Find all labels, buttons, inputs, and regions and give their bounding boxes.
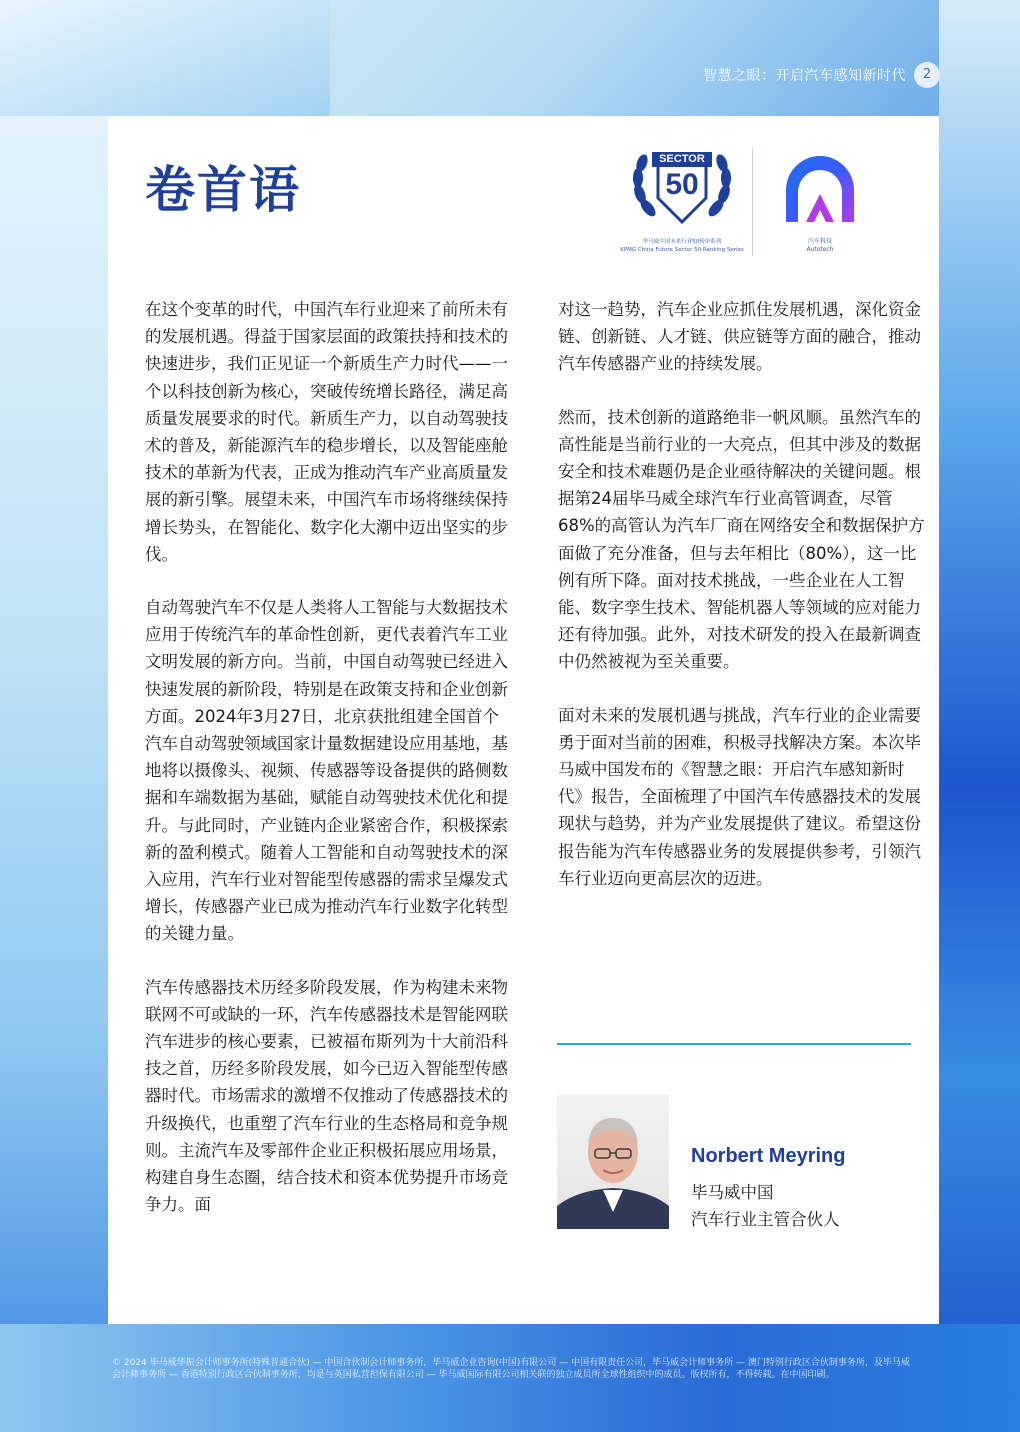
sector50-logo	[618, 146, 746, 258]
autotech-logo	[776, 148, 864, 258]
background-panel-right	[939, 0, 1020, 1432]
person-portrait-icon	[557, 1094, 669, 1229]
body-column-right	[558, 296, 928, 892]
body-paragraph: 在这个变革的时代，中国汽车行业迎来了前所未有的发展机遇。得益于国家层面的政策扶持和技术的快速进步，我们正见证一个新质生产力时代——一个以科技创新为核心，突破传统增长路径，满足高质量发展要求的时代。新质生产力，以自动驾驶技术的普及，新能源汽车的稳步增长，以及智能座舱技术的革新为代表，正成为推动汽车产业高质量发展的新引擎。展望未来，中国汽车市场将继续保持增长势头，在智能化、数字化大潮中迈出坚实的步伐。	[145, 300, 508, 564]
body-column-left	[145, 296, 515, 1219]
body-paragraph: 对这一趋势，汽车企业应抓住发展机遇，深化资金链、创新链、人才链、供应链等方面的融合，推动汽车传感器产业的持续发展。	[558, 300, 921, 374]
signature-divider	[557, 1043, 911, 1045]
body-paragraph: 汽车传感器技术历经多阶段发展，作为构建未来物联网不可或缺的一环，汽车传感器技术是智能网联汽车进步的核心要素，已被福布斯列为十大前沿科技之首，历经多阶段发展，如今已迈入智能型传感器时代。市场需求的激增不仅推动了传感器技术的升级换代，也重塑了汽车行业的生态格局和竞争规则。主流汽车及零部件企业正积极拓展应用场景，构建自身生态圈，结合技术和资本优势提升市场竞争力。面	[145, 977, 508, 1215]
autotech-caption-cn: 汽车科技	[807, 238, 832, 245]
body-paragraph: 自动驾驶汽车不仅是人类将人工智能与大数据技术应用于传统汽车的革命性创新，更代表着汽车工业文明发展的新方向。当前，中国自动驾驶已经进入快速发展的新阶段，特别是在政策支持和企业创新方面。2024年3月27日，北京获批组建全国首个汽车自动驾驶领域国家计量数据建设应用基地，基地将以摄像头、视频、传感器等设备提供的路侧数据和车端数据为基础，赋能自动驾驶技术优化和提升。与此同时，产业链内企业紧密合作，积极探索新的盈利模式。随着人工智能和自动驾驶技术的深入应用，汽车行业对智能型传感器的需求呈爆发式增长，传感器产业已成为推动汽车行业数字化转型的关键力量。	[145, 598, 508, 944]
sector50-caption-en: KPMG China Future Sector 50 Ranking Series	[620, 247, 744, 253]
sector50-caption-cn: 毕马威中国未来行业50榜单系列	[642, 239, 722, 245]
page-title: 卷首语	[145, 161, 301, 219]
sector50-badge-number: 50	[665, 168, 699, 201]
author-company: 毕马威中国	[691, 1183, 774, 1202]
autotech-caption-en: Autotech	[806, 246, 834, 253]
author-portrait	[557, 1094, 669, 1229]
background-panel-left	[0, 116, 108, 1432]
background-panel-top-left	[0, 0, 330, 120]
author-name: Norbert Meyring	[691, 1145, 846, 1167]
page-number-badge: 2	[914, 62, 940, 88]
footer-legal-text: © 2024 毕马威华振会计师事务所(特殊普通合伙) — 中国合伙制会计师事务所，毕马威企业咨询(中国)有限公司 — 中国有限责任公司，毕马威会计师事务所 — 澳门特别行政区合伙制事务所，及毕马威会计师事务所 — 香港特别行政区合伙制事务所，均是与英国私营担保有限公司 — 毕马威国际有限公司相关联的独立成员所全球性组织中的成员。版权所有，不得转载。在中国印刷。	[112, 1358, 910, 1380]
body-paragraph: 然而，技术创新的道路绝非一帆风顺。虽然汽车的高性能是当前行业的一大亮点，但其中涉及的数据安全和技术难题仍是企业亟待解决的关键问题。根据第24届毕马威全球汽车行业高管调查，尽管68%的高管认为汽车厂商在网络安全和数据保护方面做了充分准备，但与去年相比（80%），这一比例有所下降。面对技术挑战，一些企业在人工智能、数字孪生技术、智能机器人等领域的应对能力还有待加强。此外，对技术研发的投入在最新调查中仍然被视为至关重要。	[558, 407, 925, 672]
running-header-title: 智慧之眼：开启汽车感知新时代	[703, 68, 906, 84]
sector50-badge-top: SECTOR	[659, 153, 705, 165]
autotech-caption	[776, 238, 864, 254]
author-role: 汽车行业主管合伙人	[691, 1210, 840, 1229]
body-paragraph: 面对未来的发展机遇与挑战，汽车行业的企业需要勇于面对当前的困难，积极寻找解决方案。本次毕马威中国发布的《智慧之眼：开启汽车感知新时代》报告，全面梳理了中国汽车传感器技术的发展现状与趋势，并为产业发展提供了建议。希望这份报告能为汽车传感器业务的发展提供参考，引领汽车行业迈向更高层次的迈进。	[558, 705, 921, 888]
logo-divider	[752, 148, 753, 256]
autotech-arch-icon	[776, 148, 864, 234]
sector50-caption	[618, 238, 746, 254]
